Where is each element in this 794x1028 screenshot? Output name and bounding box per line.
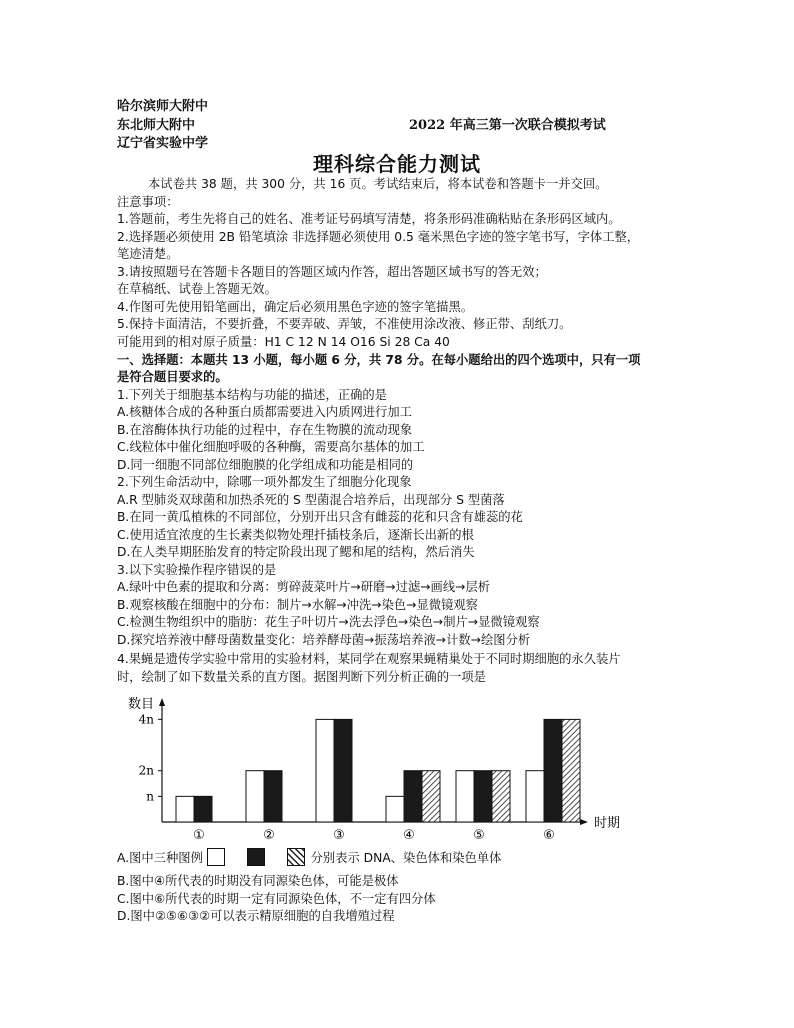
x-tick-label: ④: [403, 828, 415, 843]
question-1-option-d: D.同一细胞不同部位细胞膜的化学组成和功能是相同的: [117, 458, 414, 472]
x-tick-label: ⑥: [543, 828, 555, 843]
x-axis-arrow: [580, 819, 588, 825]
legend-white-box: [207, 848, 225, 866]
bar-chart-svg: [118, 696, 638, 846]
note-line: 3.请按照题号在答题卡各题目的答题区域内作答，超出答题区域书写的答无效；: [117, 265, 547, 279]
bar-black: [334, 719, 352, 822]
question-3-option-b: B.观察核酸在细胞中的分布：制片→水解→冲洗→染色→显微镜观察: [117, 598, 478, 612]
option-a-suffix: 分别表示 DNA、染色体和染色单体: [310, 851, 502, 865]
y-axis-arrow: [159, 698, 165, 706]
bar-hatched: [492, 771, 510, 822]
question-4-option-d: D.图中②⑤⑥③②可以表示精原细胞的自我增殖过程: [117, 909, 395, 923]
bar-black: [474, 771, 492, 822]
section-heading: 一、选择题：本题共 13 小题，每小题 6 分，共 78 分。在每小题给出的四个选项中，只有一项: [117, 353, 641, 367]
page-title: 理科综合能力测试: [313, 152, 481, 176]
bar-black: [404, 771, 422, 822]
question-2-stem: 2.下列生命活动中，除哪一项外都发生了细胞分化现象: [117, 475, 412, 489]
question-2-option-a: A.R 型肺炎双球菌和加热杀死的 S 型菌混合培养后，出现部分 S 型菌落: [117, 493, 505, 507]
bar-white: [176, 796, 194, 822]
school-name-1: 哈尔滨师大附中: [117, 99, 209, 114]
note-line: 5.保持卡面清洁，不要折叠，不要弄破、弄皱，不准使用涂改液、修正带、刮纸刀。: [117, 317, 572, 331]
x-tick-label: ③: [333, 828, 345, 843]
note-line: 笔迹清楚。: [117, 247, 179, 261]
x-tick-label: ②: [263, 828, 275, 843]
school-name-2: 东北师大附中: [117, 118, 196, 133]
x-tick-label: ①: [193, 828, 205, 843]
y-axis-label: 数目: [128, 697, 155, 712]
question-1-stem: 1.下列关于细胞基本结构与功能的描述，正确的是: [117, 388, 387, 402]
bar-chart: [118, 696, 638, 846]
question-1-option-b: B.在溶酶体执行功能的过程中，存在生物膜的流动现象: [117, 423, 413, 437]
note-line: 4.作图可先使用铅笔画出，确定后必须用黑色字迹的签字笔描黑。: [117, 300, 474, 314]
question-1-option-c: C.线粒体中催化细胞呼吸的各种酶，需要高尔基体的加工: [117, 440, 425, 454]
section-heading-cont: 是符合题目要求的。: [117, 370, 228, 384]
question-4-option-b: B.图中④所代表的时期没有同源染色体，可能是极体: [117, 874, 399, 888]
question-2-option-d: D.在人类早期胚胎发育的特定阶段出现了鳃和尾的结构，然后消失: [117, 545, 475, 559]
question-3-option-c: C.检测生物组织中的脂肪：花生子叶切片→洗去浮色→染色→制片→显微镜观察: [117, 615, 540, 629]
legend-hatched-box: [287, 848, 305, 866]
atomic-mass-line: 可能用到的相对原子质量：H1 C 12 N 14 O16 Si 28 Ca 40: [117, 335, 450, 349]
x-tick-label: ⑤: [473, 828, 485, 843]
bar-black: [544, 719, 562, 822]
intro-text: 本试卷共 38 题，共 300 分，共 16 页。考试结束后，将本试卷和答题卡一并交回。: [148, 177, 608, 191]
question-4-option-a: [117, 848, 501, 870]
note-line: 1.答题前，考生先将自己的姓名、准考证号码填写清楚，将条形码准确粘贴在条形码区域内。: [117, 212, 621, 226]
bar-white: [456, 771, 474, 822]
question-4-stem-cont: 时，绘制了如下数量关系的直方图。据图判断下列分析正确的一项是: [117, 670, 486, 684]
bar-hatched: [562, 719, 580, 822]
option-a-prefix: A.图中三种图例: [117, 851, 203, 865]
note-line: 2.选择题必须使用 2B 铅笔填涂 非选择题必须使用 0.5 毫米黑色字迹的签字笔书写，字体工整，: [117, 230, 640, 244]
question-2-option-c: C.使用适宜浓度的生长素类似物处理扦插枝条后，逐渐长出新的根: [117, 528, 474, 542]
question-3-option-d: D.探究培养液中酵母菌数量变化：培养酵母菌→振荡培养液→计数→绘图分析: [117, 633, 531, 647]
question-3-stem: 3.以下实验操作程序错误的是: [117, 563, 277, 577]
question-4-option-c: C.图中⑥所代表的时期一定有同源染色体，不一定有四分体: [117, 892, 436, 906]
note-line: 在草稿纸、试卷上答题无效。: [117, 282, 277, 296]
x-axis-label: 时期: [594, 816, 621, 831]
y-tick-label: 4n: [138, 712, 154, 727]
exam-name: 2022 年高三第一次联合模拟考试: [409, 118, 606, 133]
school-name-3: 辽宁省实验中学: [117, 136, 209, 151]
bar-white: [246, 771, 264, 822]
question-1-option-a: A.核糖体合成的各种蛋白质都需要进入内质网进行加工: [117, 405, 412, 419]
bar-white: [316, 719, 334, 822]
legend-black-box: [247, 848, 265, 866]
bar-black: [264, 771, 282, 822]
notes-heading: 注意事项：: [117, 195, 179, 209]
bar-black: [194, 796, 212, 822]
y-tick-label: 2n: [138, 763, 154, 778]
bar-white: [386, 796, 404, 822]
bar-hatched: [422, 771, 440, 822]
bar-white: [526, 771, 544, 822]
question-2-option-b: B.在同一黄瓜植株的不同部位，分别开出只含有雌蕊的花和只含有雄蕊的花: [117, 510, 523, 524]
question-4-stem: 4.果蝇是遗传学实验中常用的实验材料，某同学在观察果蝇精巢处于不同时期细胞的永久装片: [117, 652, 621, 666]
y-tick-label: n: [146, 789, 154, 804]
question-3-option-a: A.绿叶中色素的提取和分离：剪碎菠菜叶片→研磨→过滤→画线→层析: [117, 580, 491, 594]
